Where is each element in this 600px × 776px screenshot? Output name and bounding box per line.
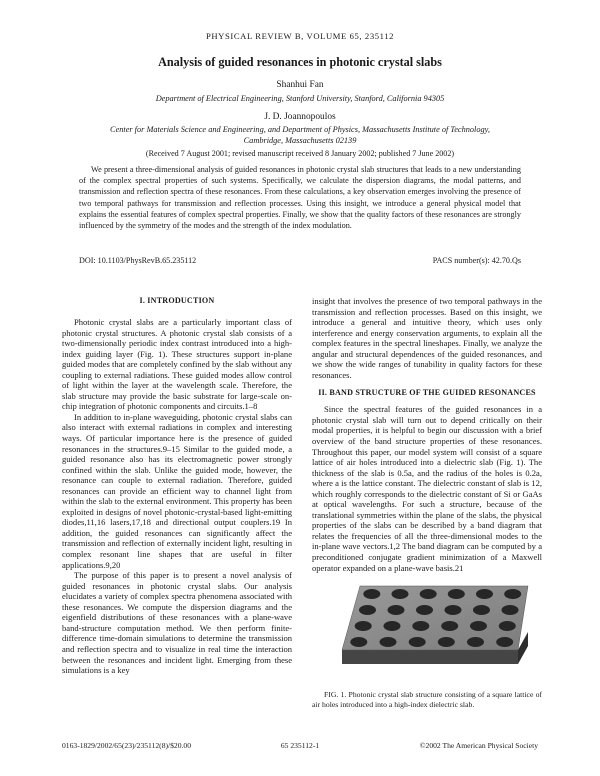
section-heading: II. BAND STRUCTURE OF THE GUIDED RESONANCES: [318, 388, 536, 398]
air-hole: [473, 605, 490, 615]
body-paragraph: insight that involves the presence of two temporal pathways in the transmission and reflection processes. Based on this insight, we introduce a general and intuitive theory, which uses only interference and energy conservation arguments, to explain all the complex features in the spectral lineshapes. Finally, we analyze the angular and structural dependences of the guided resonances, and we show the wide ranges of tunability in quality factors for these resonances.: [312, 296, 542, 380]
air-hole: [470, 621, 487, 631]
author-name: Shanhui Fan: [276, 80, 324, 90]
air-hole: [438, 637, 455, 647]
air-hole: [420, 589, 437, 599]
air-hole: [504, 589, 521, 599]
footer-copyright: ©2002 The American Physical Society: [419, 741, 538, 750]
author-affiliation: Center for Materials Science and Engineering, and Department of Physics, Massachusetts Institute of Technology,: [110, 125, 490, 134]
abstract: We present a three-dimensional analysis of guided resonances in photonic crystal slab structures that leads to a new understanding of the complex spectral properties of such systems. Specifically, we calculate the dispersion diagrams, the modal patterns, and transmission and reflection spectra of these resonances. From these calculations, a key observation emerges involving the presence of two temporal pathways for transmission and reflection processes. Using this insight, we introduce a general physical model that explains the essential features of complex spectral properties. Finally, we show that the quality factors of these resonances are strongly influenced by the symmetry of the modes and the strength of the index modulation.: [79, 165, 521, 231]
author-name: J. D. Joannopoulos: [264, 112, 336, 122]
pacs-numbers: PACS number(s): 42.70.Qs: [432, 256, 521, 265]
body-paragraph: Photonic crystal slabs are a particularly important class of photonic crystal structures. A photonic crystal slab consists of a two-dimensionally periodic index contrast introduced into a high-index guiding layer (Fig. 1). These structures support in-plane guided modes that are completely confined by the slab without any coupling to external radiations. These guided modes allow control of light within the layer at the wavelength scale. Therefore, the slab structure may provide the basic substrate for large-scale on-chip integration of photonic components and circuits.1–8: [62, 317, 292, 412]
author-affiliation-cont: Cambridge, Massachusetts 02139: [243, 136, 357, 145]
paper-title: Analysis of guided resonances in photonic crystal slabs: [158, 55, 442, 69]
section-heading: I. INTRODUCTION: [139, 296, 215, 305]
footer-page-number: 65 235112-1: [280, 741, 320, 750]
air-hole: [388, 605, 405, 615]
air-hole: [384, 621, 401, 631]
body-paragraph: The purpose of this paper is to present a novel analysis of guided resonances in photonic crystal slabs. Our analysis elucidates a variety of complex spectra phenomena associated with these resonances. We compute the dispersion diagrams and the eigenfield distributions of these resonances with a plane-wave band-structure computation method. We then perform finite-difference time-domain simulations to determine the transmission and reflection spectra and to visualize in real time the interaction between the resonances and incident light. Emerging from these simulations is a key: [62, 570, 292, 676]
author-affiliation: Department of Electrical Engineering, Stanford University, Stanford, California 94305: [155, 94, 445, 103]
air-hole: [350, 637, 367, 647]
air-hole: [359, 605, 376, 615]
air-hole: [409, 637, 426, 647]
air-hole: [467, 637, 484, 647]
right-column: [312, 296, 542, 573]
figure-caption: FIG. 1. Photonic crystal slab structure consisting of a square lattice of air holes introduced into a high-index dielectric slab.: [312, 690, 542, 709]
air-hole: [499, 621, 516, 631]
slab-front-face: [342, 650, 518, 664]
body-paragraph: In addition to in-plane waveguiding, photonic crystal slabs can also interact with external radiations in complex and interesting ways. Of particular importance here is the presence of guided resonances in the structures.9–15 Similar to the guided mode, a guided resonance also has its electromagnetic power strongly confined within the slab. Unlike the guided mode, however, the resonance can couple to external radiation. Therefore, guided resonances can provide an efficient way to channel light from within the slab to the external environment. This property has been exploited in designs of novel photonic-crystal-based light-emitting diodes,11,16 lasers,17,18 and directional output couplers.19 In addition, the guided resonances can significantly affect the transmission and reflection of externally incident light, resulting in complex resonant line shapes that are useful in filter applications.9,20: [62, 411, 292, 570]
body-paragraph: Since the spectral features of the guided resonances in a photonic crystal slab will turn out to depend critically on their modal properties, it is helpful to begin our discussion with a brief overview of the band structure properties of these resonances. Throughout this paper, our model system will consist of a square lattice of air holes introduced into a dielectric slab (Fig. 1). The thickness of the slab is 0.5a, and the radius of the holes is 0.2a, where a is the lattice constant. The dielectric constant of slab is 12, which roughly corresponds to the dielectric constant of Si or GaAs at optical wavelengths. For such a structure, because of the translational symmetries within the plane of the slabs, the physical properties of the slabs can be described by a band diagram that relates the frequencies of all the three-dimensional modes to the in-plane wave vectors.1,2 The band diagram can be computed by a preconditioned conjugate gradient minimization of a Maxwell operator expanded on a plane-wave basis.21: [312, 404, 542, 573]
air-hole: [380, 637, 397, 647]
air-hole: [416, 605, 433, 615]
air-hole: [355, 621, 372, 631]
received-dates: (Received 7 August 2001; revised manuscript received 8 January 2002; published 7 June 2002): [145, 149, 455, 158]
air-hole: [448, 589, 465, 599]
air-hole: [476, 589, 493, 599]
air-hole: [496, 637, 513, 647]
footer-issn: 0163-1829/2002/65(23)/235112(8)/$20.00: [62, 741, 192, 750]
air-hole: [441, 621, 458, 631]
air-hole: [502, 605, 519, 615]
air-hole: [412, 621, 429, 631]
air-hole: [363, 589, 380, 599]
doi: DOI: 10.1103/PhysRevB.65.235112: [79, 256, 197, 265]
air-hole: [392, 589, 409, 599]
left-column: [62, 296, 292, 676]
air-hole: [445, 605, 462, 615]
journal-header: PHYSICAL REVIEW B, VOLUME 65, 235112: [206, 31, 394, 41]
photonic-crystal-slab-figure: [330, 572, 530, 682]
